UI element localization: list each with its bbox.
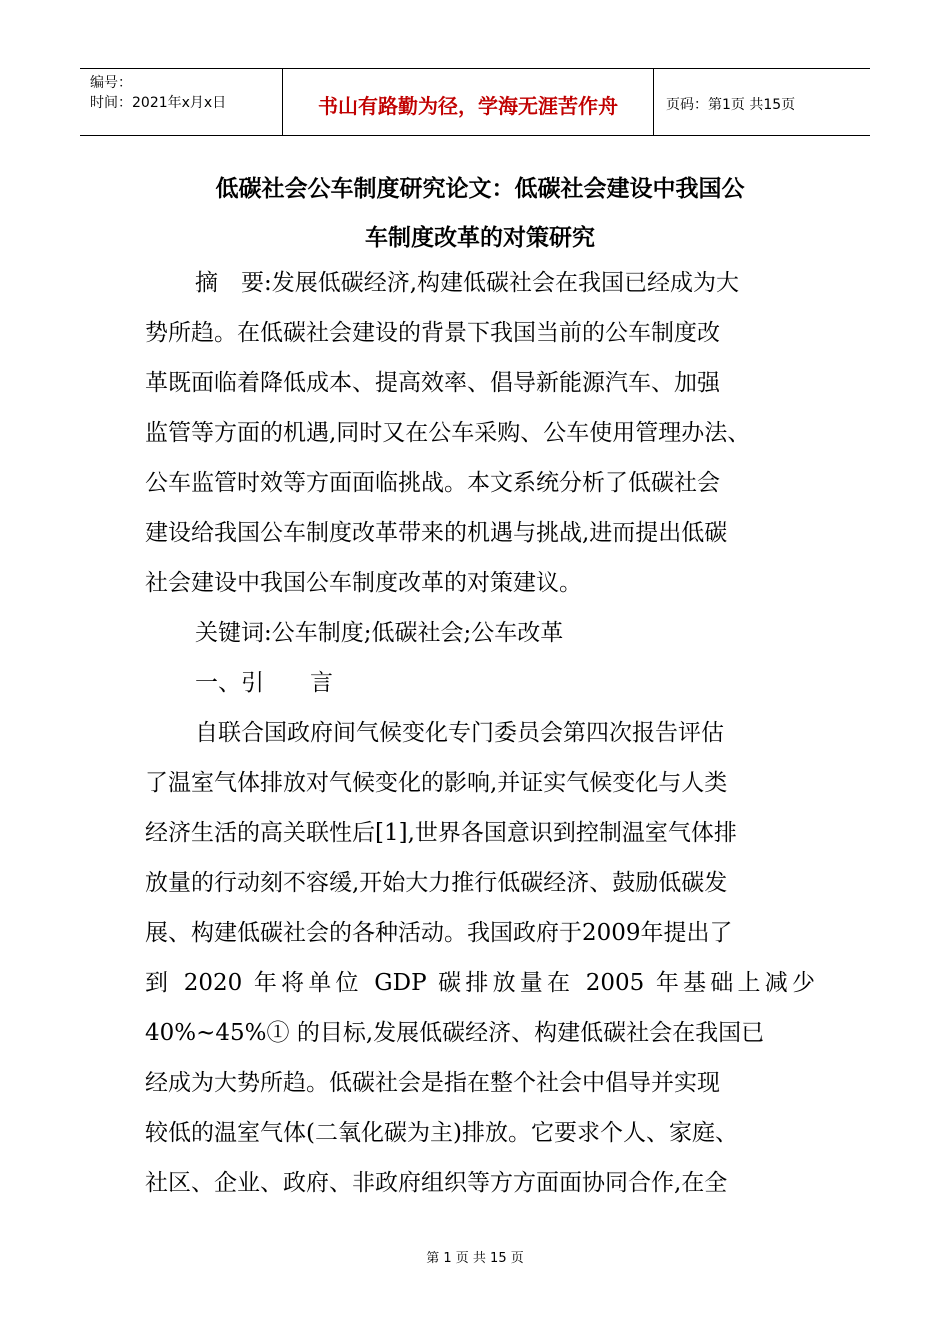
document-title-line-2: 车制度改革的对策研究 (365, 225, 595, 251)
header-page-info: 页码：第1页 共15页 (666, 97, 796, 113)
section-heading: 一、引 言 (195, 670, 333, 696)
document-number-label: 编号： (90, 75, 132, 91)
header-table (80, 68, 870, 136)
paragraph-line: 到 2020 年将单位 GDP 碳排放量在 2005 年基础上减少 (145, 970, 815, 996)
paragraph-line: 40%~45%① 的目标,发展低碳经济、构建低碳社会在我国已 (145, 1020, 765, 1046)
paragraph-line: 较低的温室气体(二氧化碳为主)排放。它要求个人、家庭、 (145, 1120, 738, 1146)
abstract-line: 公车监管时效等方面面临挑战。本文系统分析了低碳社会 (145, 470, 720, 496)
paragraph-line: 社区、企业、政府、非政府组织等方方面面协同合作,在全 (145, 1170, 728, 1196)
keywords-line: 关键词:公车制度;低碳社会;公车改革 (195, 620, 564, 646)
abstract-line: 势所趋。在低碳社会建设的背景下我国当前的公车制度改 (145, 320, 720, 346)
paragraph-line: 放量的行动刻不容缓,开始大力推行低碳经济、鼓励低碳发 (145, 870, 728, 896)
document-body (145, 258, 815, 1208)
paragraph-line: 经济生活的高关联性后[1],世界各国意识到控制温室气体排 (145, 820, 737, 846)
abstract-line: 革既面临着降低成本、提高效率、倡导新能源汽车、加强 (145, 370, 720, 396)
abstract-line: 建设给我国公车制度改革带来的机遇与挑战,进而提出低碳 (145, 520, 728, 546)
paragraph-line: 展、构建低碳社会的各种活动。我国政府于2009年提出了 (145, 920, 733, 946)
document-title-line-1: 低碳社会公车制度研究论文：低碳社会建设中我国公 (215, 176, 745, 202)
document-time-label: 时间：2021年x月x日 (90, 95, 227, 111)
header-meta-cell (80, 69, 282, 135)
paragraph-line: 了温室气体排放对气候变化的影响,并证实气候变化与人类 (145, 770, 728, 796)
abstract-line: 摘 要:发展低碳经济,构建低碳社会在我国已经成为大 (195, 270, 740, 296)
abstract-line: 监管等方面的机遇,同时又在公车采购、公车使用管理办法、 (145, 420, 751, 446)
page-footer: 第 1 页 共 15 页 (426, 1251, 524, 1266)
paragraph-line: 经成为大势所趋。低碳社会是指在整个社会中倡导并实现 (145, 1070, 720, 1096)
paragraph-line: 自联合国政府间气候变化专门委员会第四次报告评估 (195, 720, 724, 746)
header-motto: 书山有路勤为径，学海无涯苦作舟 (282, 69, 654, 135)
abstract-line: 社会建设中我国公车制度改革的对策建议。 (145, 570, 582, 596)
